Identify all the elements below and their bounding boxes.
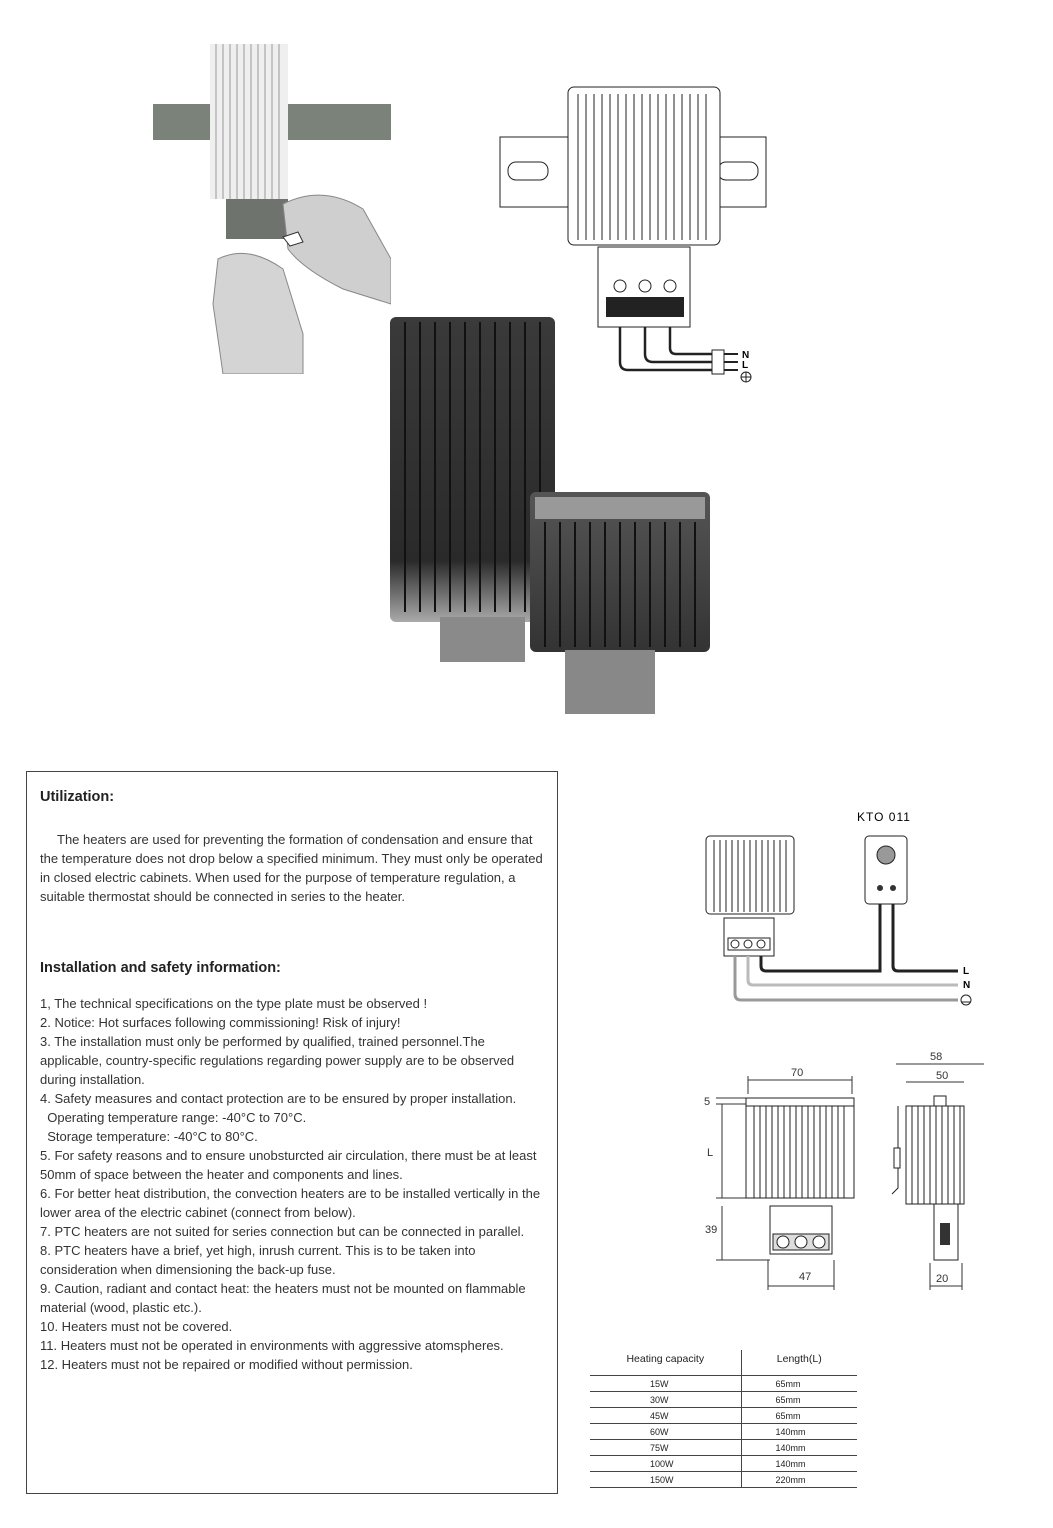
safety-item: 8. PTC heaters have a brief, yet high, inrush current. This is to be taken into consideration when dimensioning the back-up fuse. [40,1243,480,1277]
safety-item: 1, The technical specifications on the type plate must be observed ! [40,996,428,1011]
safety-item: 5. For safety reasons and to ensure unobsturcted air circulation, there must be at least 50mm of space between the heater and components and lines. [40,1148,541,1182]
safety-item: 9. Caution, radiant and contact heat: the heaters must not be mounted on flammable material (wood, plastic etc.). [40,1281,530,1315]
safety-item: 11. Heaters must not be operated in environments with aggressive atomspheres. [40,1338,504,1353]
safety-item: 2. Notice: Hot surfaces following commissioning! Risk of injury! [40,1015,401,1030]
heating-capacity-table [590,1350,857,1488]
table-cell-length: 140mm [741,1440,857,1456]
table-cell-capacity: 45W [590,1408,741,1424]
mounting-photo [153,44,391,374]
dim-length: L [707,1147,714,1159]
heaters-photo [385,312,715,716]
safety-list [40,994,550,1374]
table-row [590,1376,857,1392]
table-cell-capacity: 15W [590,1376,741,1392]
table-row [590,1392,857,1408]
dim-inset: 5 [704,1096,711,1108]
dim-bottom: 39 [705,1224,718,1236]
safety-item: 7. PTC heaters are not suited for series connection but can be connected in parallel. [40,1224,525,1239]
safety-item: 4. Safety measures and contact protection are to be ensured by proper installation. [40,1091,517,1106]
table-cell-capacity: 30W [590,1392,741,1408]
safety-item: 6. For better heat distribution, the convection heaters are to be installed vertically in the lower area of the electric cabinet (connect from below). [40,1186,544,1220]
table-cell-length: 220mm [741,1472,857,1488]
safety-item: 10. Heaters must not be covered. [40,1319,233,1334]
safety-item: Operating temperature range: -40°C to 70°C. [40,1110,307,1125]
dim-side-total: 58 [930,1051,943,1063]
dim-side-inner: 50 [936,1070,949,1082]
table-cell-length: 65mm [741,1376,857,1392]
thermostat-wiring-diagram [700,808,990,1018]
table-cell-length: 65mm [741,1408,857,1424]
table-cell-capacity: 60W [590,1424,741,1440]
information-box [26,771,558,1494]
table-row [590,1408,857,1424]
table-cell-capacity: 150W [590,1472,741,1488]
wire-label-n2: N [963,980,971,991]
safety-item: 12. Heaters must not be repaired or modified without permission. [40,1357,413,1372]
table-row [590,1424,857,1440]
table-header-capacity: Heating capacity [626,1353,705,1365]
wire-label-l2: L [963,966,970,977]
thermostat-label: KTO 011 [857,810,911,824]
dimensions-drawing [700,1048,990,1298]
table-cell-length: 140mm [741,1456,857,1472]
table-header-length: Length(L) [741,1350,857,1376]
table-cell-capacity: 100W [590,1456,741,1472]
dim-connector: 47 [799,1271,812,1283]
safety-title: Installation and safety information: [40,960,281,976]
wire-label-l: L [742,360,749,371]
utilization-title: Utilization: [40,789,115,805]
wire-label-n: N [742,350,750,361]
table-row [590,1456,857,1472]
table-cell-capacity: 75W [590,1440,741,1456]
table-row [590,1440,857,1456]
dim-side-base: 20 [936,1273,949,1285]
table-row [590,1472,857,1488]
safety-item: Storage temperature: -40°C to 80°C. [40,1129,258,1144]
safety-item: 3. The installation must only be performed by qualified, trained personnel.The applicable, country-specific regulations regarding power supply are to be observed during installation. [40,1034,518,1087]
table-cell-length: 140mm [741,1424,857,1440]
table-cell-length: 65mm [741,1392,857,1408]
utilization-body: The heaters are used for preventing the formation of condensation and ensure that the temperature does not drop below a specified minimum. They must only be operated in closed electric cabinets. When used for the purpose of temperature regulation, a suitable thermostat should be connected in series to the heater. [40,832,543,904]
dim-width-top: 70 [791,1067,804,1079]
